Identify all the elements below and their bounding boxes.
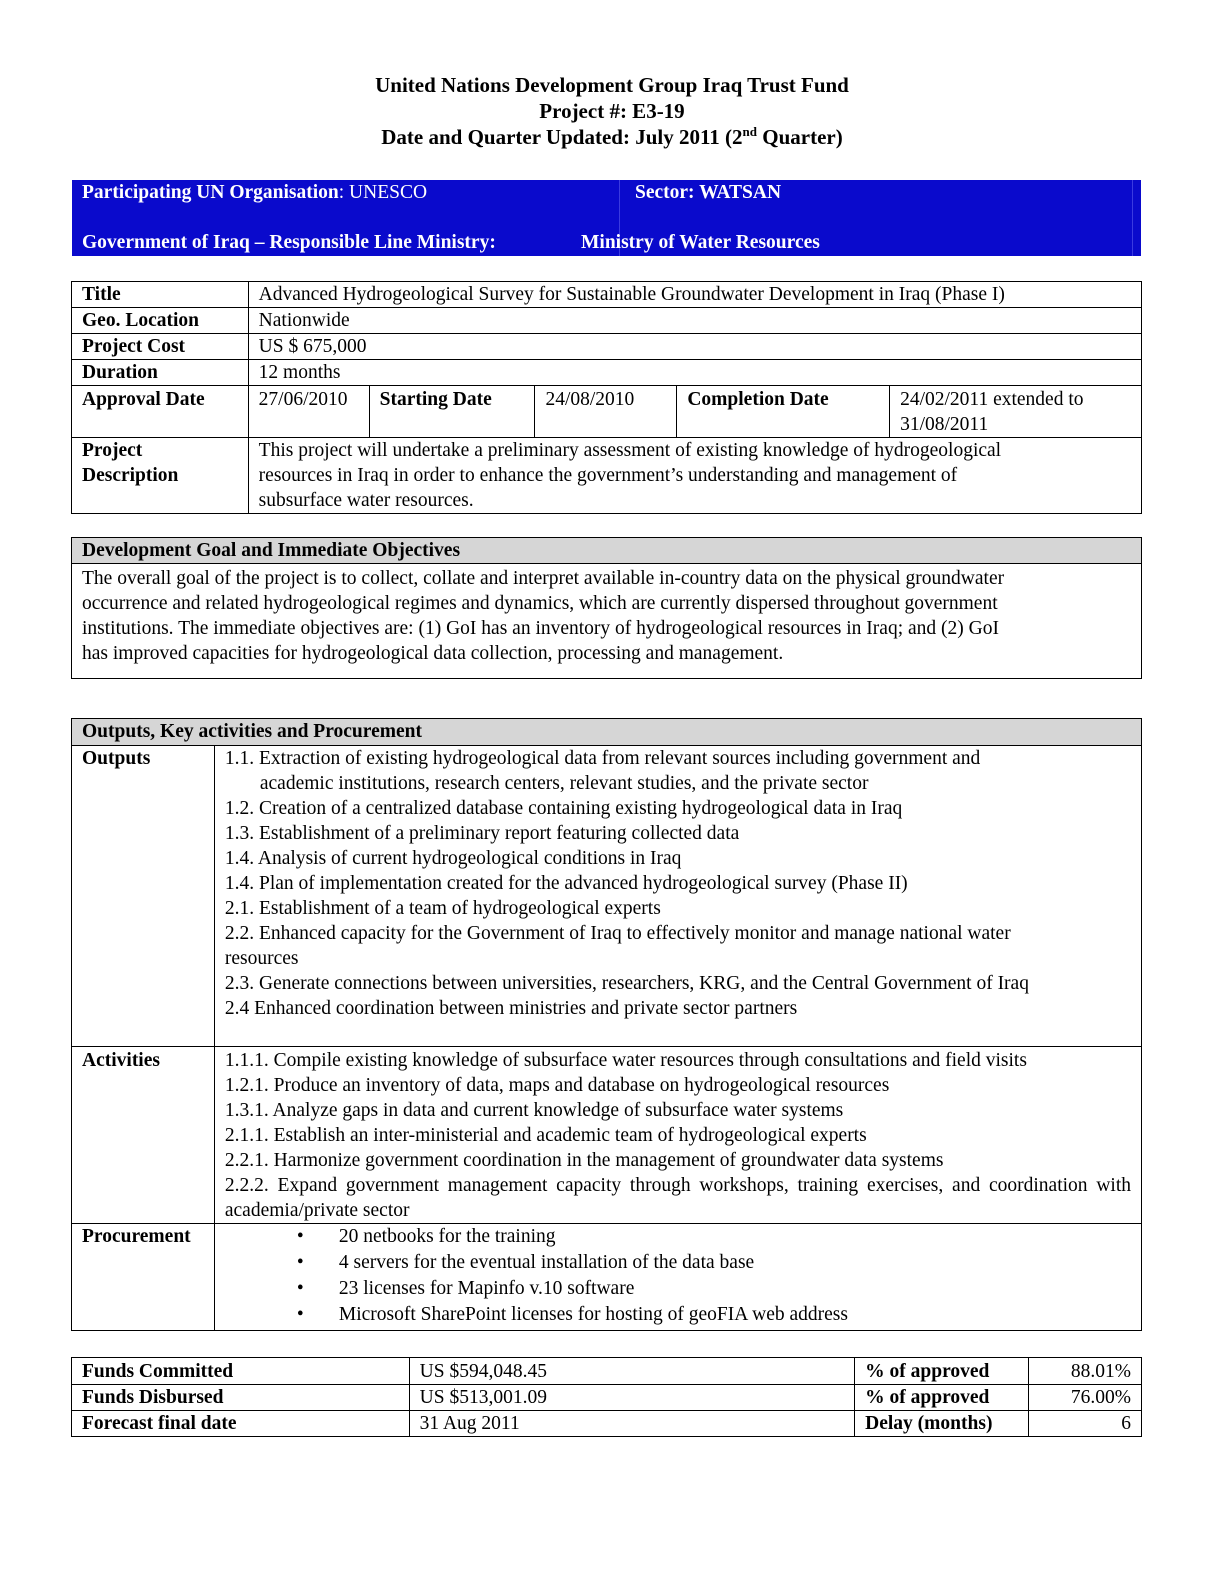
header-title: United Nations Development Group Iraq Trust Fund xyxy=(375,73,849,97)
project-description-value: This project will undertake a preliminary assessment of existing knowledge of hydrogeological resources in Iraq in order to enhance the government’s understanding and management of subsurface water resources. xyxy=(248,438,1141,514)
list-item: 2.1. Establishment of a team of hydrogeological experts xyxy=(224,898,661,919)
delay-months-value: 6 xyxy=(1029,1411,1142,1437)
list-item: 1.1. Extraction of existing hydrogeological data from relevant sources including government and xyxy=(224,748,981,769)
list-item: 1.4. Plan of implementation created for the advanced hydrogeological survey (Phase II) xyxy=(224,873,908,894)
duration-value: 12 months xyxy=(248,360,1141,386)
list-item: 1.2. Creation of a centralized database containing existing hydrogeological data in Iraq xyxy=(224,798,903,819)
forecast-final-date-value: 31 Aug 2011 xyxy=(409,1411,855,1437)
development-goal-table xyxy=(71,537,1142,679)
approval-date-value: 27/06/2010 xyxy=(248,386,369,438)
procurement-list xyxy=(214,1224,1141,1331)
table-row xyxy=(72,1385,1142,1411)
table-row xyxy=(72,719,1142,746)
table-row xyxy=(72,1224,1142,1331)
list-item: • 4 servers for the eventual installation of the data base xyxy=(297,1250,1131,1276)
funds-committed-value: US $594,048.45 xyxy=(409,1358,855,1385)
development-goal-text: The overall goal of the project is to collect, collate and interpret available in-country data on the physical groundwater occurrence and related hydrogeological regimes and dynamics, which are currently dispersed throughout government institutions. The immediate objectives are: (1) GoI has an inventory of hydrogeological resources in Iraq; and (2) GoI has improved capacities for hydrogeological data collection, processing and management. xyxy=(72,564,1142,679)
header-project-number: Project #: E3-19 xyxy=(539,99,685,123)
starting-date-value: 24/08/2010 xyxy=(535,386,677,438)
project-description-label: Project Description xyxy=(72,438,249,514)
list-item: • Microsoft SharePoint licenses for hosting of geoFIA web address xyxy=(297,1302,1131,1328)
table-row xyxy=(72,282,1142,308)
list-item: • 20 netbooks for the training xyxy=(297,1224,1131,1250)
list-item: 2.4 Enhanced coordination between ministries and private sector partners xyxy=(224,998,798,1019)
org-field: Participating UN Organisation: UNESCO xyxy=(82,182,428,203)
table-row xyxy=(72,438,1142,514)
table-row xyxy=(72,386,1142,438)
outputs-heading: Outputs, Key activities and Procurement xyxy=(72,719,1142,746)
funds-disbursed-value: US $513,001.09 xyxy=(409,1385,855,1411)
header-date-quarter: Date and Quarter Updated: July 2011 (2nd Quarter) xyxy=(381,124,843,149)
completion-date-label: Completion Date xyxy=(677,386,890,438)
list-item: • 23 licenses for Mapinfo v.10 software xyxy=(297,1276,1131,1302)
table-row xyxy=(72,538,1142,564)
outputs-label: Outputs xyxy=(72,746,215,1047)
geo-location-value: Nationwide xyxy=(248,308,1141,334)
list-item: 1.3.1. Analyze gaps in data and current knowledge of subsurface water systems xyxy=(224,1100,844,1121)
table-row xyxy=(72,1411,1142,1437)
list-item: 2.2.2. Expand government management capacity through workshops, training exercises, and coordination with academia/private sector xyxy=(224,1175,1131,1221)
funds-disbursed-label: Funds Disbursed xyxy=(72,1385,410,1411)
bullet-icon: • xyxy=(296,1226,304,1247)
table-row xyxy=(72,746,1142,1047)
list-item: 1.2.1. Produce an inventory of data, maps and database on hydrogeological resources xyxy=(224,1075,890,1096)
table-row xyxy=(72,360,1142,386)
list-item: resources xyxy=(224,948,299,969)
org-value: UNESCO xyxy=(349,182,428,203)
table-row xyxy=(72,308,1142,334)
completion-date-value: 24/02/2011 extended to 31/08/2011 xyxy=(890,386,1142,438)
list-item: 2.3. Generate connections between universities, researchers, KRG, and the Central Government of Iraq xyxy=(224,973,1029,994)
title-label: Title xyxy=(72,282,249,308)
project-cost-value: US $ 675,000 xyxy=(248,334,1141,360)
ministry-value: Ministry of Water Resources xyxy=(581,232,820,253)
document-header xyxy=(0,72,1224,150)
disbursed-percent-value: 76.00% xyxy=(1029,1385,1142,1411)
table-row xyxy=(72,334,1142,360)
title-value: Advanced Hydrogeological Survey for Sustainable Groundwater Development in Iraq (Phase I) xyxy=(248,282,1141,308)
ministry-label: Government of Iraq – Responsible Line Ministry: xyxy=(82,232,496,253)
sector-field: Sector: WATSAN xyxy=(635,182,782,203)
development-goal-heading: Development Goal and Immediate Objectives xyxy=(72,538,1142,564)
approval-date-label: Approval Date xyxy=(72,386,249,438)
funds-table xyxy=(71,1357,1142,1437)
starting-date-label: Starting Date xyxy=(369,386,535,438)
list-item: academic institutions, research centers, relevant studies, and the private sector xyxy=(259,773,869,794)
duration-label: Duration xyxy=(72,360,249,386)
bullet-icon: • xyxy=(296,1304,304,1325)
list-item: 2.2. Enhanced capacity for the Government of Iraq to effectively monitor and manage national water xyxy=(224,923,1011,944)
list-item: 1.4. Analysis of current hydrogeological conditions in Iraq xyxy=(224,848,682,869)
list-item: 1.1.1. Compile existing knowledge of subsurface water resources through consultations and field visits xyxy=(224,1050,1027,1071)
list-item: 1.3. Establishment of a preliminary report featuring collected data xyxy=(224,823,740,844)
list-item: 2.1.1. Establish an inter-ministerial and academic team of hydrogeological experts xyxy=(224,1125,867,1146)
geo-location-label: Geo. Location xyxy=(72,308,249,334)
activities-label: Activities xyxy=(72,1047,215,1224)
delay-months-label: Delay (months) xyxy=(855,1411,1029,1437)
project-cost-label: Project Cost xyxy=(72,334,249,360)
table-row xyxy=(72,564,1142,679)
bullet-icon: • xyxy=(296,1252,304,1273)
activities-list xyxy=(214,1047,1141,1224)
funds-committed-label: Funds Committed xyxy=(72,1358,410,1385)
procurement-label: Procurement xyxy=(72,1224,215,1331)
disbursed-percent-label: % of approved xyxy=(855,1385,1029,1411)
outputs-activities-table xyxy=(71,718,1142,1331)
table-row xyxy=(72,1358,1142,1385)
project-details-table xyxy=(71,281,1142,514)
committed-percent-value: 88.01% xyxy=(1029,1358,1142,1385)
organisation-banner xyxy=(72,180,1141,256)
banner-divider-right xyxy=(1132,180,1133,256)
committed-percent-label: % of approved xyxy=(855,1358,1029,1385)
table-row xyxy=(72,1047,1142,1224)
list-item: 2.2.1. Harmonize government coordination in the management of groundwater data systems xyxy=(224,1150,944,1171)
outputs-list xyxy=(214,746,1141,1047)
bullet-icon: • xyxy=(296,1278,304,1299)
forecast-final-date-label: Forecast final date xyxy=(72,1411,410,1437)
